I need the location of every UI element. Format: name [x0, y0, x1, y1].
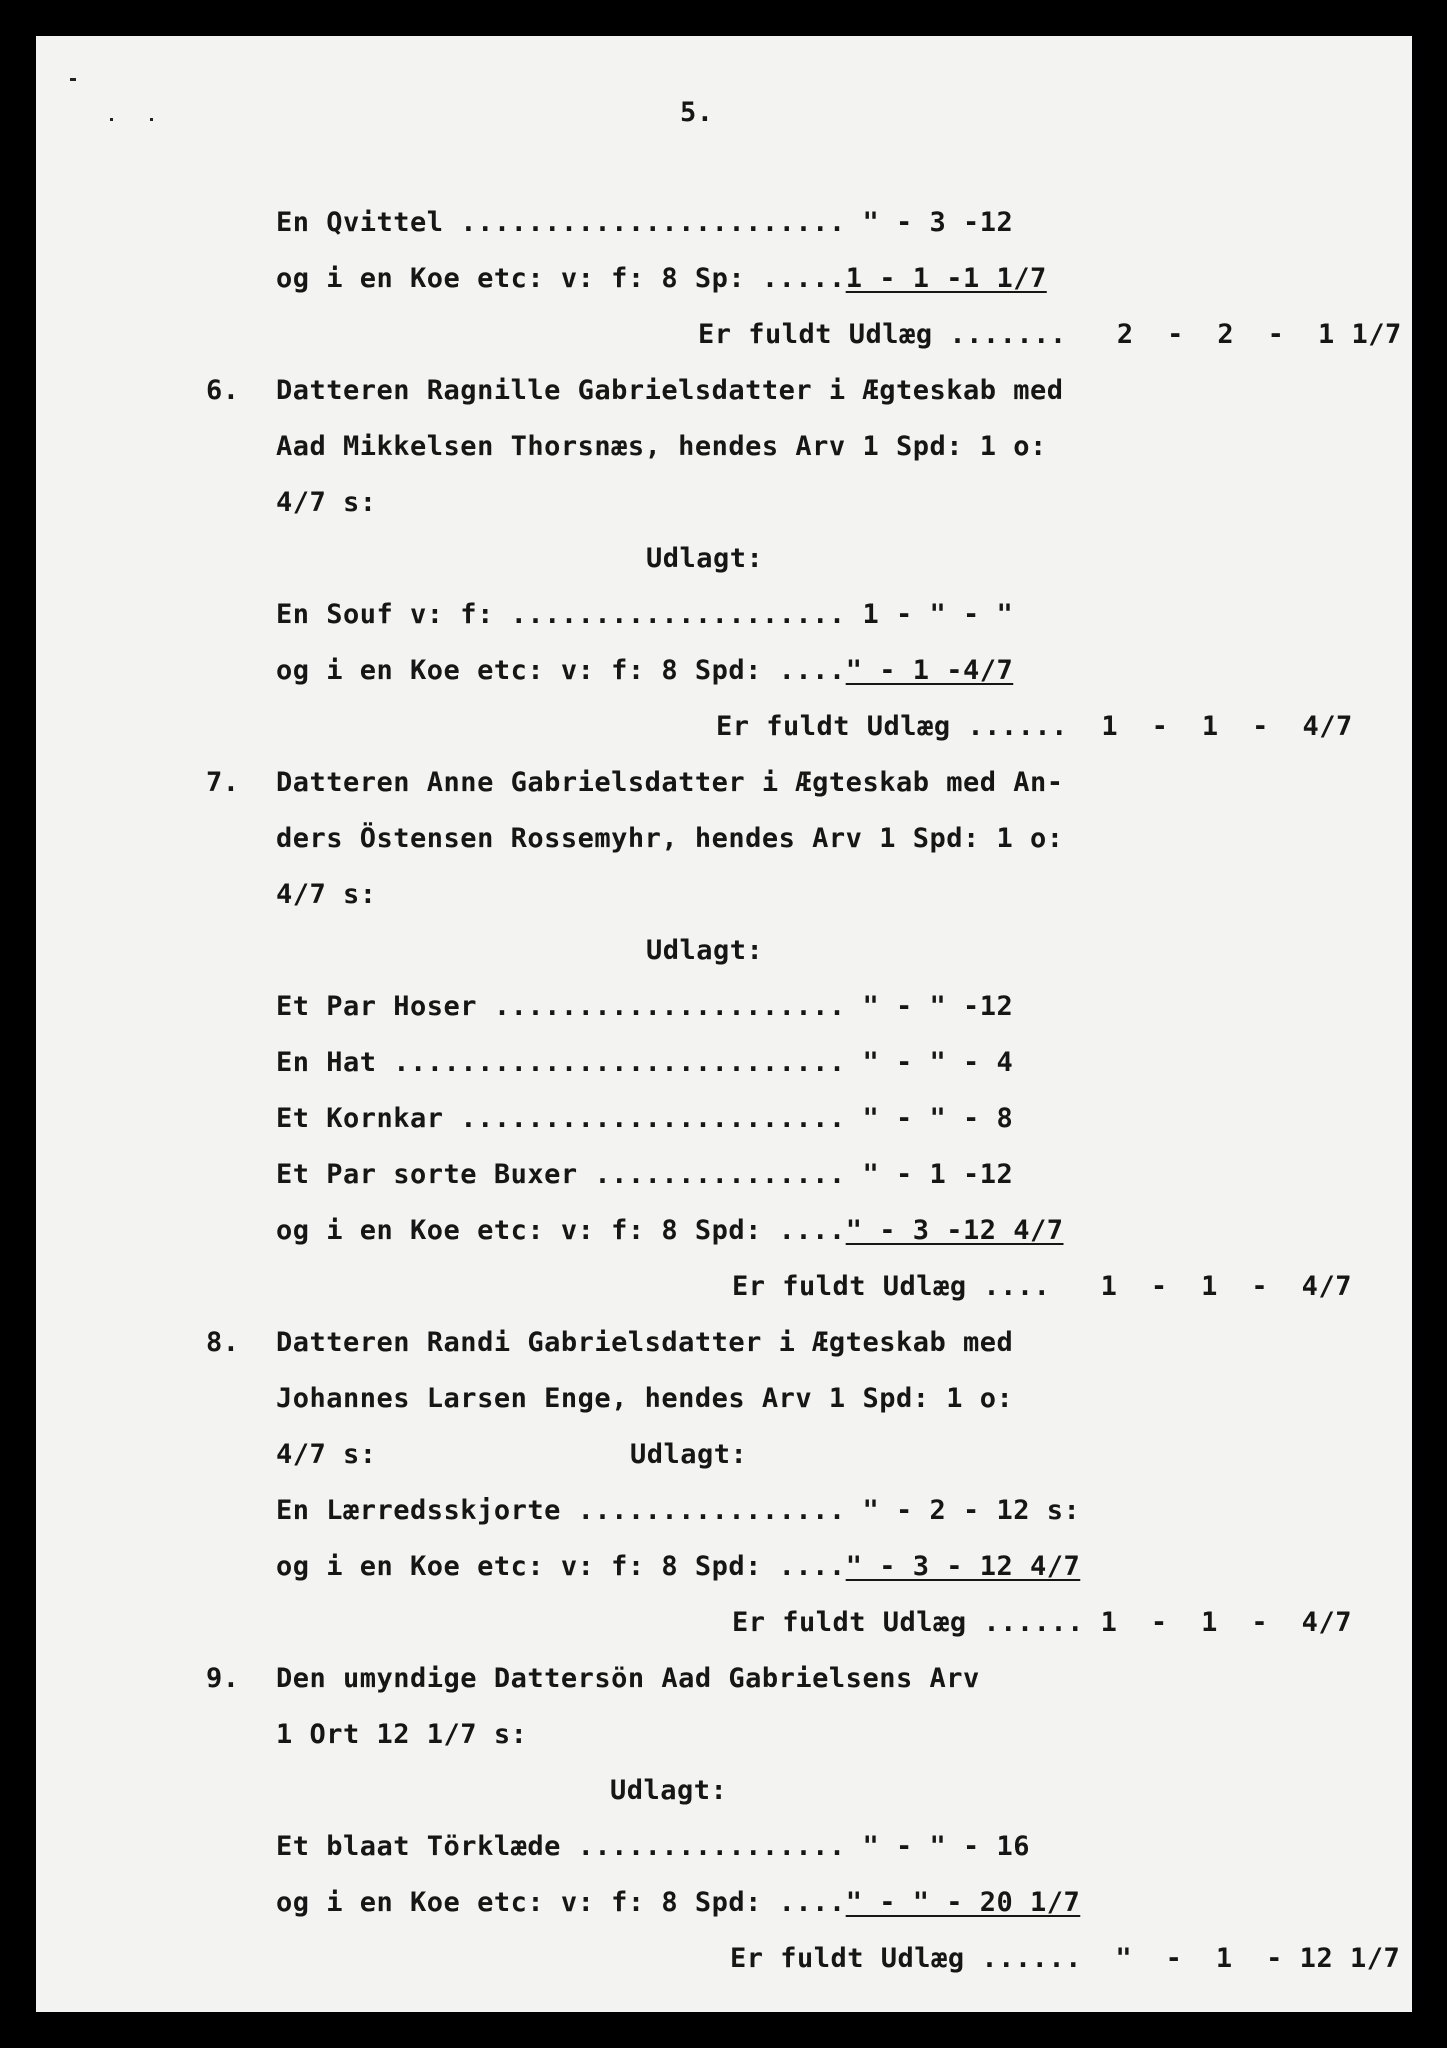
- section-number: 8.: [206, 1327, 240, 1358]
- paragraph-line: 1 Ort 12 1/7 s:: [276, 1719, 528, 1750]
- item-text: og i en Koe etc: v: f: 8 Spd: ....: [276, 655, 846, 686]
- item-line: [276, 1550, 1080, 1584]
- item-line: [276, 262, 1047, 296]
- udlagt-heading: Udlagt:: [610, 1775, 728, 1806]
- total-line: Er fuldt Udlæg ....... 2 - 2 - 1 1/7: [698, 319, 1402, 350]
- paragraph-line: 4/7 s:: [276, 487, 377, 518]
- item-amount: " - " - 20 1/7: [845, 1887, 1081, 1918]
- paragraph-line: Datteren Randi Gabrielsdatter i Ægteskab med: [276, 1327, 1014, 1358]
- item-text: og i en Koe etc: v: f: 8 Sp: .....: [276, 263, 846, 294]
- total-line: Er fuldt Udlæg .... 1 - 1 - 4/7: [732, 1271, 1352, 1302]
- item-amount: " - 3 - 12 4/7: [845, 1551, 1081, 1582]
- item-text: og i en Koe etc: v: f: 8 Spd: ....: [276, 1215, 846, 1246]
- margin-mark: [70, 78, 76, 81]
- item-amount: " - 1 -4/7: [845, 655, 1014, 686]
- udlagt-heading: Udlagt:: [646, 935, 764, 966]
- item-line: En Hat ........................... " - " - 4: [276, 1047, 1014, 1078]
- item-text: og i en Koe etc: v: f: 8 Spd: ....: [276, 1551, 846, 1582]
- item-line: Et blaat Törklæde ................ " - " - 16: [276, 1831, 1030, 1862]
- margin-mark: [150, 118, 153, 121]
- total-line: Er fuldt Udlæg ...... 1 - 1 - 4/7: [732, 1607, 1352, 1638]
- item-line: En Lærredsskjorte ................ " - 2 - 12 s:: [276, 1495, 1081, 1526]
- paragraph-line: Aad Mikkelsen Thorsnæs, hendes Arv 1 Spd: 1 o:: [276, 431, 1047, 462]
- item-line: [276, 654, 1013, 688]
- margin-mark: [110, 118, 113, 121]
- item-line: Et Kornkar ....................... " - " - 8: [276, 1103, 1014, 1134]
- paragraph-line: 4/7 s:: [276, 1439, 377, 1470]
- item-text: og i en Koe etc: v: f: 8 Spd: ....: [276, 1887, 846, 1918]
- total-line: Er fuldt Udlæg ...... " - 1 - 12 1/7: [730, 1943, 1401, 1974]
- item-amount: 1 - 1 -1 1/7: [845, 263, 1047, 294]
- paragraph-line: Johannes Larsen Enge, hendes Arv 1 Spd: 1 o:: [276, 1383, 1014, 1414]
- section-number: 7.: [206, 767, 240, 798]
- paragraph-line: ders Östensen Rossemyhr, hendes Arv 1 Spd: 1 o:: [276, 823, 1064, 854]
- paragraph-line: Datteren Ragnille Gabrielsdatter i Ægteskab med: [276, 375, 1064, 406]
- item-line: [276, 1214, 1064, 1248]
- item-line: Et Par Hoser ..................... " - " -12: [276, 991, 1014, 1022]
- item-line: Et Par sorte Buxer ............... " - 1 -12: [276, 1159, 1014, 1190]
- paragraph-line: Den umyndige Dattersön Aad Gabrielsens Arv: [276, 1663, 980, 1694]
- total-line: Er fuldt Udlæg ...... 1 - 1 - 4/7: [716, 711, 1353, 742]
- item-line: [276, 1886, 1080, 1920]
- section-number: 9.: [206, 1663, 240, 1694]
- udlagt-heading: Udlagt:: [630, 1439, 748, 1470]
- item-amount: " - 3 -12 4/7: [845, 1215, 1064, 1246]
- paragraph-line: Datteren Anne Gabrielsdatter i Ægteskab med An-: [276, 767, 1064, 798]
- paragraph-line: 4/7 s:: [276, 879, 377, 910]
- page-number: 5.: [680, 97, 714, 128]
- item-line: En Souf v: f: .................... 1 - " - ": [276, 599, 1014, 630]
- item-line: En Qvittel ....................... " - 3 -12: [276, 207, 1014, 238]
- section-number: 6.: [206, 375, 240, 406]
- udlagt-heading: Udlagt:: [646, 543, 764, 574]
